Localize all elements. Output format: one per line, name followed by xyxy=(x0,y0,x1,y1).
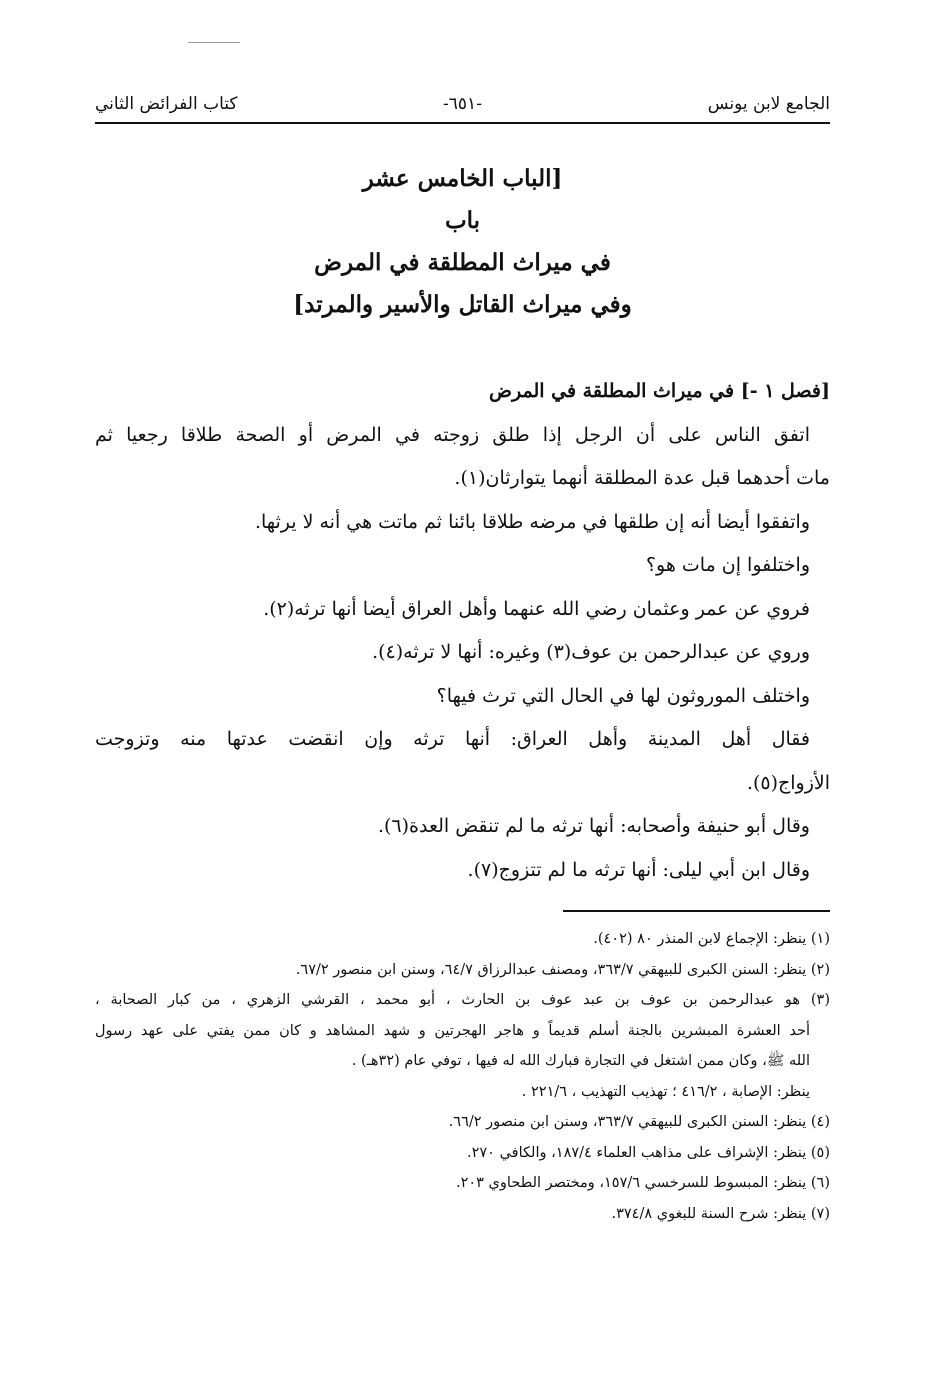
chapter-title-line1: في ميراث المطلقة في المرض xyxy=(314,249,611,276)
main-text xyxy=(95,370,830,892)
header-section-title: كتاب الفرائض الثاني xyxy=(95,94,238,114)
section-title: [فصل ١ -] في ميراث المطلقة في المرض xyxy=(489,380,830,402)
chapter-headings xyxy=(95,158,830,326)
scan-speck xyxy=(188,42,240,43)
footnote-continuation: ينظر: الإصابة ، ٤١٦/٢ ؛ تهذيب التهذيب ، ٢٢١/٦ . xyxy=(521,1083,810,1100)
paragraph-line: اتفق الناس على أن الرجل إذا طلق زوجته في المرض أو الصحة طلاقا رجعيا ثم xyxy=(95,423,810,446)
footnote-continuation: الله ﷺ، وكان ممن اشتغل في التجارة فبارك الله له فيها ، توفي عام (٣٢هـ) . xyxy=(351,1053,810,1069)
footnote-separator xyxy=(563,910,830,912)
page-number: -٦٥١- xyxy=(443,94,482,114)
footnote: (٥) ينظر: الإشراف على مذاهب العلماء ١٨٧/٤، والكافي ٢٧٠. xyxy=(467,1144,830,1161)
paragraph-line: واختلفوا إن مات هو؟ xyxy=(645,554,810,576)
running-header xyxy=(95,88,830,124)
footnote: (٢) ينظر: السنن الكبرى للبيهقي ٣٦٣/٧، ومصنف عبدالرزاق ٦٤/٧، وسنن ابن منصور ٦٧/٢. xyxy=(295,961,830,978)
footnote: (٦) ينظر: المبسوط للسرخسي ١٥٧/٦، ومختصر الطحاوي ٢٠٣. xyxy=(455,1175,830,1191)
paragraph-line: وروي عن عبدالرحمن بن عوف(٣) وغيره: أنها لا ترثه(٤). xyxy=(372,641,810,663)
footnote: (٣) هو عبدالرحمن بن عوف بن عبد عوف بن الحارث ، أبو محمد ، القرشي الزهري ، من كبار الصحابة ، xyxy=(95,992,830,1008)
paragraph-line: واتفقوا أيضا أنه إن طلقها في مرضه طلاقا بائنا ثم ماتت هي أنه لا يرثها. xyxy=(254,510,810,533)
chapter-title-line2: وفي ميراث القاتل والأسير والمرتد] xyxy=(293,291,632,318)
paragraph-line: واختلف الموروثون لها في الحال التي ترث فيها؟ xyxy=(436,684,810,707)
paragraph-line: وقال أبو حنيفة وأصحابه: أنها ترثه ما لم تنقض العدة(٦). xyxy=(377,815,810,837)
footnote: (١) ينظر: الإجماع لابن المنذر ٨٠ (٤٠٢). xyxy=(593,931,830,947)
header-book-title: الجامع لابن يونس xyxy=(707,94,830,114)
footnote: (٤) ينظر: السنن الكبرى للبيهقي ٣٦٣/٧، وسنن ابن منصور ٦٦/٢. xyxy=(448,1114,830,1130)
paragraph-line: فروي عن عمر وعثمان رضي الله عنهما وأهل العراق أيضا أنها ترثه(٢). xyxy=(263,597,810,620)
paragraph-line: وقال ابن أبي ليلى: أنها ترثه ما لم تتزوج(٧). xyxy=(467,858,810,881)
footnote: (٧) ينظر: شرح السنة للبغوي ٣٧٤/٨. xyxy=(611,1205,830,1222)
chapter-label-heading: باب xyxy=(444,207,481,234)
footnotes xyxy=(95,924,830,1229)
paragraph-line: الأزواج(٥). xyxy=(746,771,830,794)
footnote-continuation: أحد العشرة المبشرين بالجنة أسلم قديماً و هاجر الهجرتين و شهد المشاهد و كان ممن يفتي على عهد رسول xyxy=(95,1022,810,1039)
paragraph-line: فقال أهل المدينة وأهل العراق: أنها ترثه وإن انقضت عدتها منه وتزوجت xyxy=(95,728,810,750)
paragraph-line: مات أحدهما قبل عدة المطلقة أنهما يتوارثان(١). xyxy=(454,467,830,489)
chapter-number-heading: [الباب الخامس عشر xyxy=(362,165,563,192)
